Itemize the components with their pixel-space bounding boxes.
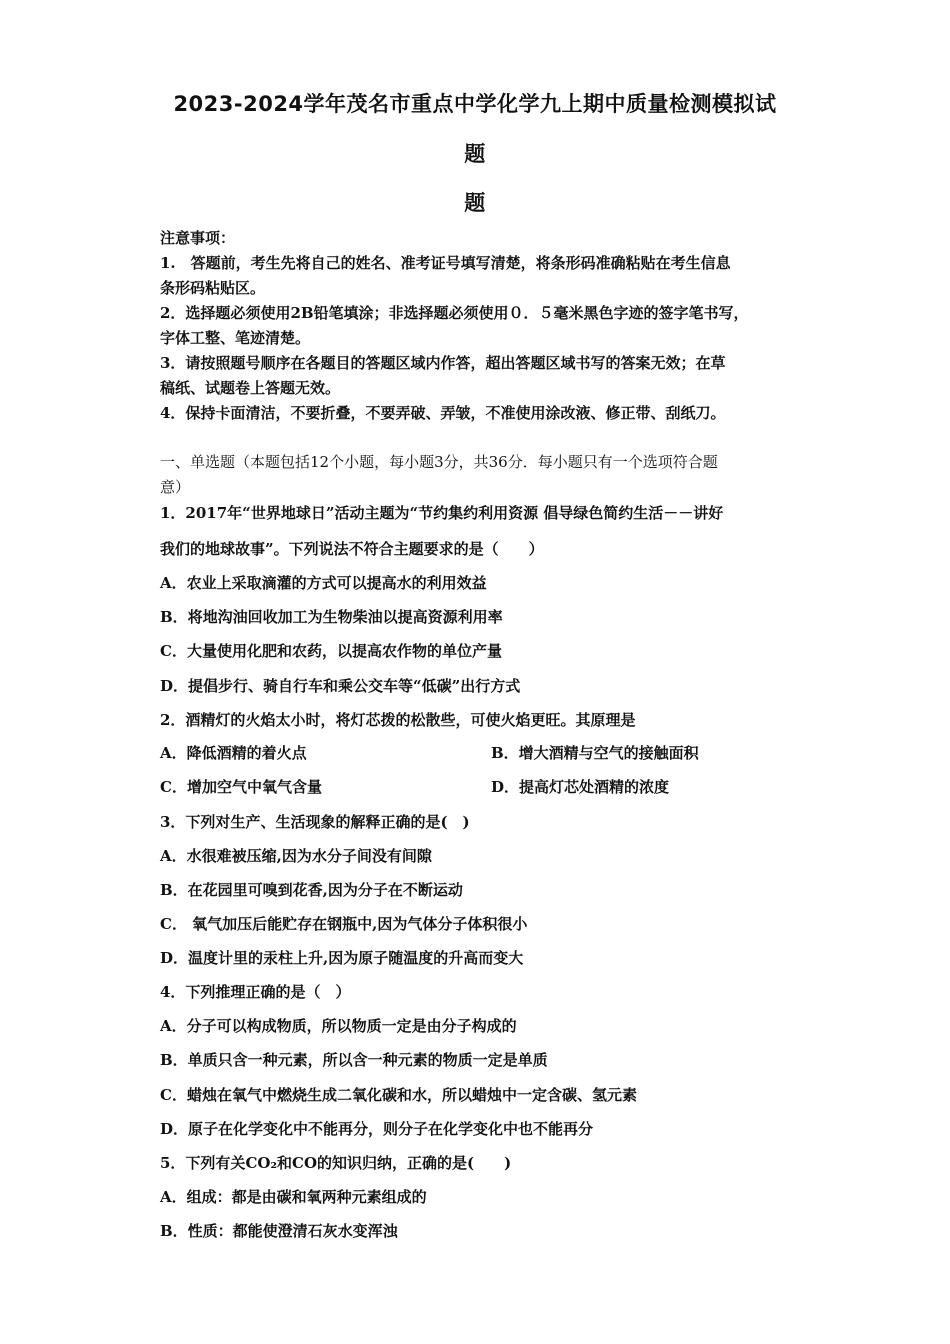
- question-2-stem: 2．酒精灯的火焰太小时，将灯芯拨的松散些，可使火焰更旺。其原理是: [160, 711, 636, 729]
- page-title-continued: 题: [464, 142, 486, 166]
- question-4-option-d: D．原子在化学变化中不能再分，则分子在化学变化中也不能再分: [160, 1120, 594, 1138]
- question-2-option-c: C．增加空气中氧气含量: [160, 778, 322, 796]
- page-title-duplicate: 题: [464, 191, 486, 215]
- question-1-stem-continued: 我们的地球故事”。下列说法不符合主题要求的是（ ）: [160, 540, 544, 558]
- question-4-option-b: B．单质只含一种元素，所以含一种元素的物质一定是单质: [160, 1051, 548, 1069]
- question-5-stem: 5．下列有关CO₂和CO的知识归纳，正确的是( ): [160, 1154, 512, 1172]
- question-2-option-a: A．降低酒精的着火点: [160, 744, 307, 762]
- question-4-stem: 4．下列推理正确的是（ ）: [160, 983, 351, 1001]
- section-heading: 一、单选题（本题包括12个小题，每小题3分，共36分．每小题只有一个选项符合题: [160, 453, 718, 471]
- question-3-option-a: A．水很难被压缩,因为水分子间没有间隙: [160, 847, 432, 865]
- notes-line: 条形码粘贴区。: [160, 279, 266, 297]
- question-5-option-b: B．性质：都能使澄清石灰水变浑浊: [160, 1222, 398, 1240]
- question-3-option-c: C． 氧气加压后能贮存在钢瓶中,因为气体分子体积很小: [160, 915, 528, 933]
- question-1-option-c: C．大量使用化肥和农药，以提高农作物的单位产量: [160, 642, 502, 660]
- notes-line: 4．保持卡面清洁，不要折叠，不要弄破、弄皱，不准使用涂改液、修正带、刮纸刀。: [160, 404, 726, 422]
- question-1-option-a: A．农业上采取滴灌的方式可以提高水的利用效益: [160, 574, 487, 592]
- question-3-option-b: B．在花园里可嗅到花香,因为分子在不断运动: [160, 881, 463, 899]
- notes-line: 稿纸、试题卷上答题无效。: [160, 379, 341, 397]
- notes-heading: 注意事项：: [160, 229, 236, 247]
- question-3-option-d: D．温度计里的汞柱上升,因为原子随温度的升高而变大: [160, 949, 524, 967]
- notes-line: 3．请按照题号顺序在各题目的答题区域内作答，超出答题区域书写的答案无效；在草: [160, 354, 726, 372]
- question-5-option-a: A．组成：都是由碳和氧两种元素组成的: [160, 1188, 427, 1206]
- question-4-option-c: C．蜡烛在氧气中燃烧生成二氧化碳和水，所以蜡烛中一定含碳、氢元素: [160, 1086, 637, 1104]
- question-2-option-d: D．提高灯芯处酒精的浓度: [491, 778, 670, 796]
- section-heading-continued: 意）: [160, 478, 191, 496]
- question-3-stem: 3．下列对生产、生活现象的解释正确的是( ): [160, 813, 470, 831]
- notes-line: 2．选择题必须使用2B铅笔填涂；非选择题必须使用０．５毫米黑色字迹的签字笔书写，: [160, 304, 749, 322]
- question-4-option-a: A．分子可以构成物质，所以物质一定是由分子构成的: [160, 1017, 517, 1035]
- page-title: 2023-2024学年茂名市重点中学化学九上期中质量检测模拟试: [173, 92, 777, 116]
- question-2-option-b: B．增大酒精与空气的接触面积: [491, 744, 699, 762]
- question-1-option-d: D．提倡步行、骑自行车和乘公交车等“低碳”出行方式: [160, 677, 521, 695]
- notes-line: 字体工整、笔迹清楚。: [160, 329, 311, 347]
- question-1-stem: 1．2017年“世界地球日”活动主题为“节约集约利用资源 倡导绿色简约生活－－讲好: [160, 504, 724, 522]
- question-1-option-b: B．将地沟油回收加工为生物柴油以提高资源利用率: [160, 608, 503, 626]
- notes-line: 1. 答题前，考生先将自己的姓名、准考证号填写清楚，将条形码准确粘贴在考生信息: [160, 254, 731, 272]
